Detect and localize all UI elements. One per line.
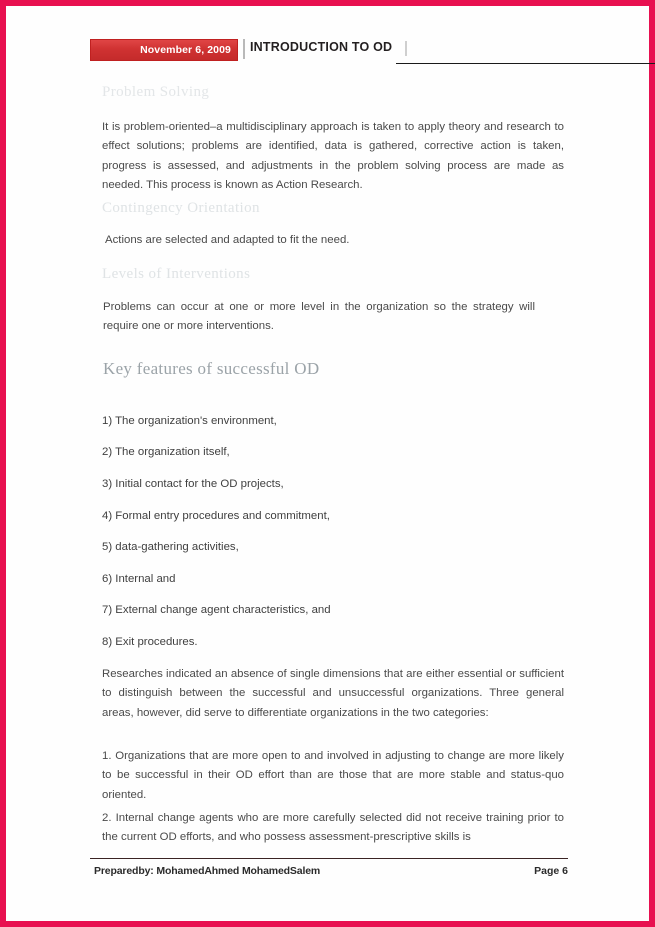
list-item: 6) Internal and [102, 573, 176, 585]
list-item: 4) Formal entry procedures and commitment, [102, 510, 330, 522]
page-content-area [6, 6, 649, 921]
footer-prepared-by: Preparedby: MohamedAhmed MohamedSalem [94, 865, 321, 877]
list-item: 8) Exit procedures. [102, 636, 198, 648]
footer-rule [90, 858, 568, 859]
list-item: 7) External change agent characteristics, and [102, 604, 331, 616]
list-item: 2) The organization itself, [102, 446, 230, 458]
header-rule [396, 63, 655, 64]
heading-levels-of-interventions: Levels of Interventions [102, 266, 251, 282]
list-item: 5) data-gathering activities, [102, 541, 239, 553]
paragraph-point-one: 1. Organizations that are more open to and involved in adjusting to change are more likely to be successful in their OD effort than are those that are more stable and status-quo oriented. [102, 750, 564, 801]
paragraph-researches: Researches indicated an absence of single dimensions that are either essential or sufficient to distinguish between the successful and unsuccessful organizations. Three general areas, however, did serve to differentiate organizations in the two categories: [102, 668, 564, 719]
paragraph-problem-solving: It is problem-oriented–a multidisciplinary approach is taken to apply theory and research to effect solutions; problems are identified, data is gathered, corrective action is taken, progress is assessed, and adjustments in the problem solving process are made as needed. This process is known as Action Research. [102, 121, 564, 191]
header-right-divider [405, 41, 407, 56]
paragraph-levels-of-interventions: Problems can occur at one or more level in the organization so the strategy will require one or more interventions. [103, 301, 535, 333]
heading-contingency-orientation: Contingency Orientation [102, 200, 260, 216]
list-item: 3) Initial contact for the OD projects, [102, 478, 284, 490]
heading-key-features: Key features of successful OD [103, 359, 320, 378]
paragraph-point-two: 2. Internal change agents who are more carefully selected did not receive training prior to the current OD efforts, and who possess assessment-prescriptive skills is [102, 812, 564, 844]
header-date-badge: November 6, 2009 [90, 39, 238, 61]
paragraph-contingency-orientation: Actions are selected and adapted to fit the need. [105, 234, 350, 246]
header-left-divider [243, 39, 245, 59]
header-title: INTRODUCTION TO OD [250, 40, 393, 54]
header-title-block [243, 36, 568, 66]
document-header [90, 36, 568, 66]
list-item: 1) The organization's environment, [102, 415, 277, 427]
heading-problem-solving: Problem Solving [102, 84, 210, 100]
footer-page-number: Page 6 [534, 865, 568, 877]
